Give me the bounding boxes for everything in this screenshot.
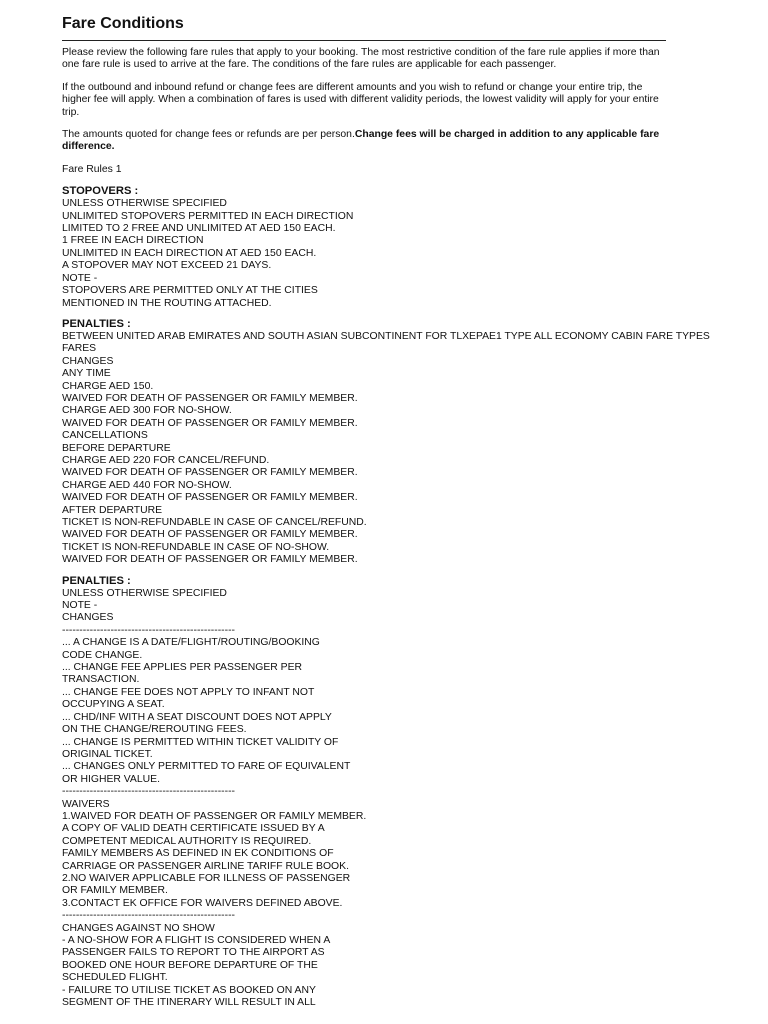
rule-line: NOTE - xyxy=(62,600,98,612)
fare-conditions-page xyxy=(62,14,710,1017)
rule-line: ... A CHANGE IS A DATE/FLIGHT/ROUTING/BOOKING xyxy=(62,637,320,649)
section-heading: PENALTIES : xyxy=(62,317,131,330)
rule-line: TRANSACTION. xyxy=(62,674,140,686)
intro-paragraph-3 xyxy=(62,129,672,154)
rule-line: 1 FREE IN EACH DIRECTION xyxy=(62,235,204,247)
rule-line: ... CHANGE FEE DOES NOT APPLY TO INFANT NOT xyxy=(62,686,315,698)
rule-line: CHARGE AED 150. xyxy=(62,380,154,392)
rule-line: MENTIONED IN THE ROUTING ATTACHED. xyxy=(62,297,272,309)
section-lines xyxy=(62,330,710,567)
rule-line: UNLESS OTHERWISE SPECIFIED xyxy=(62,587,227,599)
rule-line: TICKET IS NON-REFUNDABLE IN CASE OF NO-SHOW. xyxy=(62,541,330,553)
rule-line: WAIVED FOR DEATH OF PASSENGER OR FAMILY MEMBER. xyxy=(62,417,358,429)
rule-line: BETWEEN UNITED ARAB EMIRATES AND SOUTH ASIAN SUBCONTINENT FOR TLXEPAE1 TYPE ALL ECONOMY CABIN FARE TYPES xyxy=(62,330,710,342)
rule-line: BOOKED ONE HOUR BEFORE DEPARTURE OF THE xyxy=(62,959,318,971)
rule-line: WAIVED FOR DEATH OF PASSENGER OR FAMILY MEMBER. xyxy=(62,529,358,541)
rule-line: ON THE CHANGE/REROUTING FEES. xyxy=(62,724,247,736)
change-fee-note: Change fees will be charged in addition to any applicable fare difference. xyxy=(62,129,660,153)
rule-line: A STOPOVER MAY NOT EXCEED 21 DAYS. xyxy=(62,260,272,272)
rule-line: ORIGINAL TICKET. xyxy=(62,748,153,760)
page-title: Fare Conditions xyxy=(62,15,184,32)
rule-line: WAIVERS xyxy=(62,798,110,810)
rule-line: -------------------------------------------------- xyxy=(62,786,236,798)
intro-paragraph-1: Please review the following fare rules that apply to your booking. The most restrictive condition of the fare rule applies if more than one fare rule is used to arrive at the fare. The conditions of the fare rules are applicable for each passenger. xyxy=(62,47,660,71)
title-divider xyxy=(62,40,666,41)
rule-line: WAIVED FOR DEATH OF PASSENGER OR FAMILY MEMBER. xyxy=(62,492,358,504)
fare-rule-sections xyxy=(62,185,710,1009)
rule-line: - A NO-SHOW FOR A FLIGHT IS CONSIDERED WHEN A xyxy=(62,935,331,946)
rule-line: SCHEDULED FLIGHT. xyxy=(62,972,168,984)
rule-line: CHANGES xyxy=(62,355,114,367)
rule-line: OR HIGHER VALUE. xyxy=(62,773,160,785)
rule-line: A COPY OF VALID DEATH CERTIFICATE ISSUED BY A xyxy=(62,823,325,835)
rule-line: WAIVED FOR DEATH OF PASSENGER OR FAMILY MEMBER. xyxy=(62,554,358,566)
rule-line: 2.NO WAIVER APPLICABLE FOR ILLNESS OF PASSENGER xyxy=(62,872,351,884)
rule-line: OR FAMILY MEMBER. xyxy=(62,885,168,897)
rule-line: CHANGES AGAINST NO SHOW xyxy=(62,922,215,934)
rule-line: NOTE - xyxy=(62,272,98,284)
section-lines xyxy=(62,198,707,310)
rule-line: ... CHANGES ONLY PERMITTED TO FARE OF EQUIVALENT xyxy=(62,761,351,773)
section-heading: STOPOVERS : xyxy=(62,185,139,198)
rule-line: SEGMENT OF THE ITINERARY WILL RESULT IN ALL xyxy=(62,997,316,1009)
rule-line: ANY TIME xyxy=(62,368,111,380)
rule-line: AFTER DEPARTURE xyxy=(62,504,163,516)
rule-line: LIMITED TO 2 FREE AND UNLIMITED AT AED 150 EACH. xyxy=(62,223,336,235)
fare-rules-label: Fare Rules 1 xyxy=(62,163,122,175)
rule-line: 3.CONTACT EK OFFICE FOR WAIVERS DEFINED ABOVE. xyxy=(62,897,343,909)
rule-line: CHARGE AED 440 FOR NO-SHOW. xyxy=(62,479,232,491)
rule-line: CHARGE AED 300 FOR NO-SHOW. xyxy=(62,405,232,417)
rule-line: WAIVED FOR DEATH OF PASSENGER OR FAMILY MEMBER. xyxy=(62,467,358,479)
rule-line: COMPETENT MEDICAL AUTHORITY IS REQUIRED. xyxy=(62,835,312,847)
rule-line: UNLIMITED STOPOVERS PERMITTED IN EACH DIRECTION xyxy=(62,210,354,222)
rule-line: TICKET IS NON-REFUNDABLE IN CASE OF CANCEL/REFUND. xyxy=(62,517,367,528)
rule-line: ... CHD/INF WITH A SEAT DISCOUNT DOES NOT APPLY xyxy=(62,711,332,723)
rule-line: CHANGES xyxy=(62,612,114,624)
rule-line: CANCELLATIONS xyxy=(62,430,148,442)
rule-line: UNLIMITED IN EACH DIRECTION AT AED 150 EACH. xyxy=(62,247,317,259)
rule-line: CARRIAGE OR PASSENGER AIRLINE TARIFF RULE BOOK. xyxy=(62,860,349,872)
rule-line: - FAILURE TO UTILISE TICKET AS BOOKED ON ANY xyxy=(62,984,316,996)
rule-line: -------------------------------------------------- xyxy=(62,910,236,922)
rule-line: PASSENGER FAILS TO REPORT TO THE AIRPORT AS xyxy=(62,947,325,959)
rule-line: 1.WAIVED FOR DEATH OF PASSENGER OR FAMILY MEMBER. xyxy=(62,810,367,822)
rule-line: STOPOVERS ARE PERMITTED ONLY AT THE CITIES xyxy=(62,285,318,297)
rule-line: BEFORE DEPARTURE xyxy=(62,442,171,454)
rule-line: FAMILY MEMBERS AS DEFINED IN EK CONDITIONS OF xyxy=(62,848,334,860)
rule-line: UNLESS OTHERWISE SPECIFIED xyxy=(62,198,227,210)
intro-paragraph-2: If the outbound and inbound refund or change fees are different amounts and you wish to refund or change your entire trip, the higher fee will apply. When a combination of fares is used with different validity periods, the lowest validity will apply for your entire trip. xyxy=(62,81,659,118)
rule-line: ... CHANGE IS PERMITTED WITHIN TICKET VALIDITY OF xyxy=(62,736,339,748)
rule-line: CODE CHANGE. xyxy=(62,649,143,661)
rule-line: ... CHANGE FEE APPLIES PER PASSENGER PER xyxy=(62,662,303,674)
section-heading: PENALTIES : xyxy=(62,574,131,587)
rule-line: WAIVED FOR DEATH OF PASSENGER OR FAMILY MEMBER. xyxy=(62,392,358,404)
per-person-note: The amounts quoted for change fees or refunds are per person. xyxy=(62,129,355,141)
rule-line: -------------------------------------------------- xyxy=(62,624,236,636)
section-lines xyxy=(62,588,707,1010)
rule-line: FARES xyxy=(62,343,97,355)
rule-line: OCCUPYING A SEAT. xyxy=(62,699,165,711)
rule-line: CHARGE AED 220 FOR CANCEL/REFUND. xyxy=(62,454,270,466)
